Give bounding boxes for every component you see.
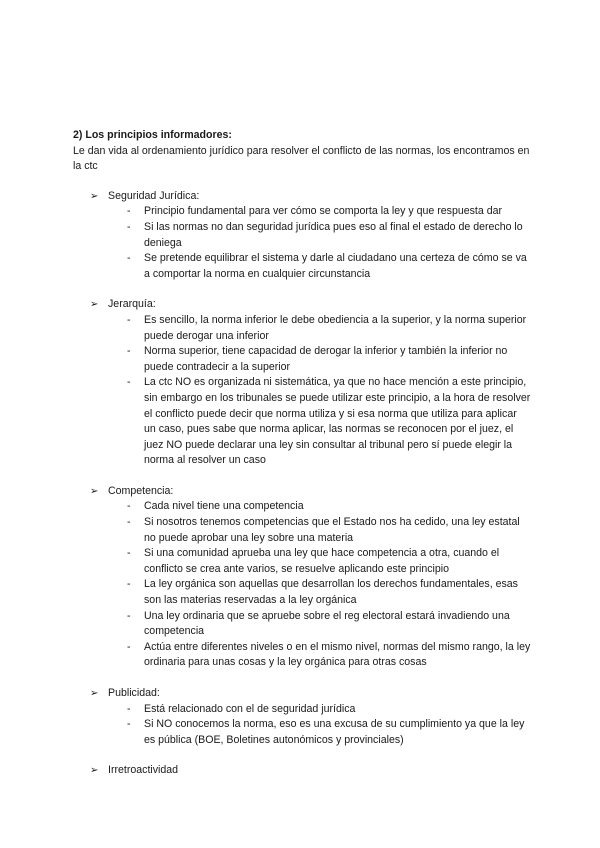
principle-title-text: Publicidad: — [108, 687, 160, 699]
principle-items — [73, 499, 533, 671]
list-item-text: Si las normas no dan seguridad jurídica pues eso al final el estado de derecho lo deniega — [144, 220, 523, 249]
list-item — [73, 375, 533, 469]
list-item-text: Si nosotros tenemos competencias que el Estado nos ha cedido, una ley estatal no puede aprobar una ley sobre una materia — [144, 516, 520, 544]
principle-title — [73, 297, 533, 313]
list-item-text: Principio fundamental para ver cómo se comporta la ley y que respuesta dar — [144, 205, 503, 218]
principle-title-text: Competencia: — [108, 484, 174, 497]
dash-bullet: - — [127, 578, 131, 591]
list-item-text: Norma superior, tiene capacidad de derogar la inferior y también la inferior no puede contradecir a la superior — [144, 345, 508, 373]
spacer — [73, 175, 533, 189]
principle-title-text: Irretroactividad — [108, 764, 179, 777]
list-item-text: Está relacionado con el de seguridad jurídica — [144, 702, 356, 715]
arrow-bullet-icon: ➢ — [90, 765, 99, 777]
arrow-bullet-icon: ➢ — [90, 299, 99, 311]
principle-items — [73, 702, 533, 749]
list-item — [73, 344, 533, 375]
dash-bullet: - — [127, 376, 131, 389]
dash-bullet: - — [127, 205, 131, 218]
list-item — [73, 546, 533, 577]
list-item — [73, 577, 533, 608]
dash-bullet: - — [127, 313, 131, 326]
arrow-bullet-icon: ➢ — [90, 688, 99, 699]
list-item — [73, 609, 533, 640]
arrow-bullet-icon: ➢ — [90, 190, 99, 202]
dash-bullet: - — [127, 516, 131, 529]
list-item — [73, 515, 533, 546]
dash-bullet: - — [127, 252, 131, 265]
dash-bullet: - — [127, 220, 131, 233]
principle-title — [73, 484, 533, 500]
principle-title — [73, 763, 533, 779]
list-item-text: Actúa entre diferentes niveles o en el mismo nivel, normas del mismo rango, la ley ordinaria para unas cosas y la ley orgánica para otras cosas — [144, 640, 531, 669]
list-item-text: La ley orgánica son aquellas que desarrollan los derechos fundamentales, esas son las materias reservadas a la ley orgánica — [144, 578, 518, 607]
principle-section — [73, 763, 533, 779]
list-item-text: La ctc NO es organizada ni sistemática, ya que no hace mención a este principio, sin embargo en los tribunales se puede utilizar este principio, a la hora de resolver el conflicto puede decir que norma utiliza y si esa norma que utiliza para aplicar un caso, pues sabe que norma aplicar, las normas se reconocen por el juez, el juez NO puede declarar una ley sin consultar al tribunal pero sí puede elegir la norma al resolver un caso — [144, 376, 531, 467]
dash-bullet: - — [127, 702, 131, 715]
list-item-text: Cada nivel tiene una competencia — [144, 500, 304, 513]
list-item — [73, 702, 533, 718]
list-item-text: Se pretende equilibrar el sistema y darle al ciudadano una certeza de cómo se va a comportar la norma en cualquier circunstancia — [144, 252, 527, 280]
list-item — [73, 640, 533, 671]
list-item-text: Si una comunidad aprueba una ley que hace competencia a otra, cuando el conflicto se crea ante varios, se resuelve aplicando este principio — [144, 547, 500, 575]
principle-title-text: Seguridad Jurídica: — [108, 189, 200, 202]
list-item — [73, 204, 533, 220]
dash-bullet: - — [127, 547, 131, 560]
principle-section — [73, 686, 533, 748]
principles-list — [73, 189, 533, 779]
dash-bullet: - — [127, 718, 131, 731]
list-item — [73, 251, 533, 282]
arrow-bullet-icon: ➢ — [90, 485, 99, 497]
principle-section — [73, 189, 533, 283]
principle-title-text: Jerarquía: — [108, 298, 156, 311]
section-heading: 2) Los principios informadores: — [73, 129, 232, 141]
list-item — [73, 313, 533, 344]
principle-section — [73, 484, 533, 671]
principle-title — [73, 686, 533, 702]
list-item-text: Una ley ordinaria que se apruebe sobre el reg electoral estará invadiendo una competencia — [144, 609, 510, 638]
principle-section — [73, 297, 533, 469]
principle-items — [73, 204, 533, 282]
principle-items — [73, 313, 533, 469]
list-item — [73, 717, 533, 748]
dash-bullet: - — [127, 609, 131, 622]
dash-bullet: - — [127, 500, 131, 513]
dash-bullet: - — [127, 345, 131, 358]
list-item-text: Es sencillo, la norma inferior le debe obediencia a la superior, y la norma superior puede derogar una inferior — [144, 313, 527, 342]
intro-paragraph: Le dan vida al ordenamiento jurídico para resolver el conflicto de las normas, los encontramos en la ctc — [73, 144, 530, 173]
principle-title — [73, 189, 533, 205]
list-item — [73, 220, 533, 251]
list-item-text: Si NO conocemos la norma, eso es una excusa de su cumplimiento ya que la ley es pública (BOE, Boletines autonómicos y provinciales) — [144, 718, 525, 746]
dash-bullet: - — [127, 640, 131, 653]
document-page — [73, 128, 533, 779]
list-item — [73, 499, 533, 515]
